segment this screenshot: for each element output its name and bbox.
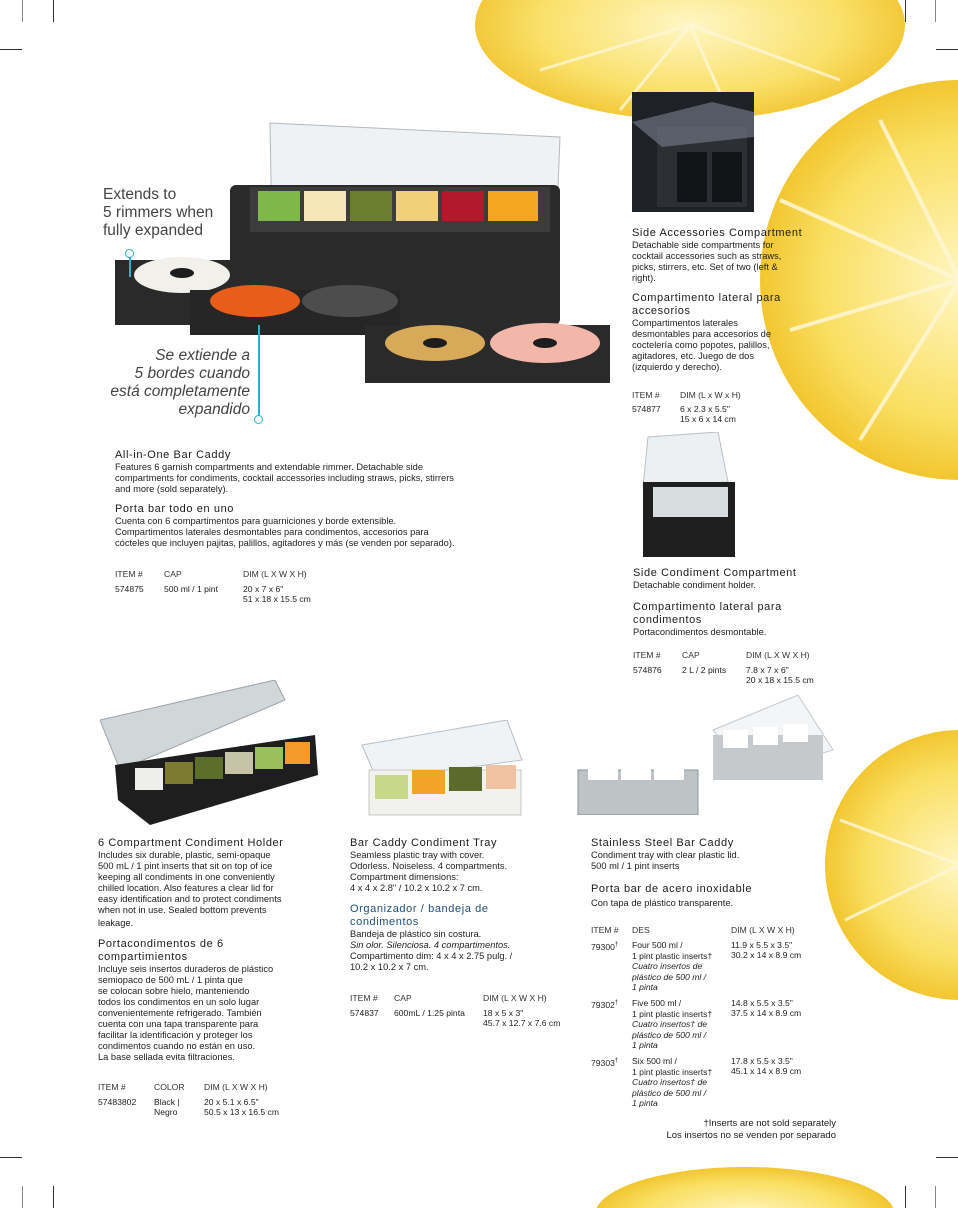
callout-line: 5 rimmers when — [103, 204, 214, 221]
callout-dot — [254, 415, 263, 424]
callout-dot — [125, 249, 134, 258]
desc-line: Compartimentos laterales — [632, 318, 738, 328]
des-line-es: Cuatro insertos† de — [632, 1019, 707, 1029]
callout-es — [60, 347, 250, 419]
col-header: ITEM # — [350, 993, 378, 1003]
des-line: Four 500 ml / — [632, 940, 683, 950]
col-header: ITEM # — [633, 650, 661, 660]
side-acc-title-es — [632, 292, 822, 318]
desc-line: Compartimento dim: 4 x 4 x 2.75 pulg. / — [350, 951, 513, 961]
desc-line: when not in use. Sealed bottom prevents — [98, 905, 267, 915]
caddy-section — [115, 449, 545, 549]
col-header: DIM (L X W X H) — [243, 569, 307, 579]
dimension-in: 11.9 x 5.5 x 3.5" — [731, 940, 793, 950]
desc-line: compartments for condiments, cocktail accessories including straws, picks, stirrers — [115, 473, 454, 483]
dimension-cm: 37.5 x 14 x 8.9 cm — [731, 1008, 802, 1018]
six-comp-title-es — [98, 938, 338, 964]
desc-line: and more (sold separately). — [115, 484, 229, 494]
desc-line: Compartment dimensions: — [350, 872, 459, 882]
desc-line: 500 ml / 1 pint inserts — [591, 861, 680, 871]
desc-line: right). — [632, 273, 656, 283]
tray-title-es — [350, 903, 570, 929]
des-line-es: plástico de 500 ml / — [632, 971, 707, 982]
item-number: 57483802 — [98, 1097, 137, 1107]
desc-line: leakage. — [98, 918, 134, 928]
six-comp-title-en: 6 Compartment Condiment Holder — [98, 837, 284, 849]
desc-line: 500 mL / 1 pint inserts that sit on top of ice — [98, 861, 273, 871]
callout-line: Se extiende a — [155, 347, 250, 364]
desc-line: Seamless plastic tray with cover. — [350, 850, 485, 860]
callout-line: expandido — [178, 401, 250, 418]
dagger-mark: † — [614, 1058, 619, 1064]
des-line-es: plástico de 500 ml / — [632, 1087, 707, 1098]
col-header: DIM (L X W X H) — [731, 925, 795, 935]
desc-line: coctelería como popotes, palillos, — [632, 340, 770, 350]
lemon-slice-bottom — [595, 1167, 895, 1208]
tray-image — [357, 720, 529, 820]
desc-line: Incluye seis insertos duraderos de plástico — [98, 964, 274, 974]
desc-line: cocktail accessories such as straws, — [632, 251, 782, 261]
desc-line: agitadores, etc. Juego de dos — [632, 351, 754, 361]
color: Negro — [154, 1107, 178, 1117]
tray-title-en: Bar Caddy Condiment Tray — [350, 837, 498, 849]
desc-line: picks, stirrers, etc. Set of two (left & — [632, 262, 778, 272]
title-line: accesorios — [632, 305, 691, 317]
dimension-cm: 45.7 x 12.7 x 7.6 cm — [483, 1018, 561, 1028]
stainless-image — [573, 695, 838, 815]
side-acc-section — [632, 227, 822, 373]
dagger-mark: † — [614, 942, 619, 948]
des-line-es: 1 pinta — [632, 982, 658, 992]
title-line: Compartimento lateral para — [633, 601, 782, 613]
des-line-es: Cuatro insertos† de — [632, 1077, 707, 1087]
caddy-desc-es — [115, 516, 545, 549]
col-header: CAP — [394, 993, 412, 1003]
description — [632, 1056, 730, 1109]
dimension-cm: 45.1 x 14 x 8.9 cm — [731, 1066, 802, 1076]
title-line: Organizador / bandeja de — [350, 903, 489, 915]
col-header: DIM (L X W X H) — [746, 650, 810, 660]
des-line-es: 1 pinta — [632, 1098, 658, 1108]
col-header: COLOR — [154, 1082, 185, 1092]
steel-desc-es: Con tapa de plástico transparente. — [591, 898, 734, 908]
desc-line: 10.2 x 10.2 x 7 cm. — [350, 962, 429, 972]
title-line: condimentos — [633, 614, 702, 626]
dimension-in: 20 x 7 x 6" — [243, 584, 284, 594]
desc-line: La base sellada evita filtraciones. — [98, 1052, 235, 1062]
desc-line: easy identification and to protect condiments — [98, 894, 282, 904]
description — [632, 998, 730, 1051]
col-header: DIM (L x W x H) — [680, 390, 741, 400]
side-accessories-image — [632, 92, 754, 212]
color: Black | — [154, 1097, 180, 1107]
footnote-en: †Inserts are not sold separately — [703, 1118, 836, 1129]
desc-line: Detachable side compartments for — [632, 240, 774, 250]
callout-en — [103, 186, 213, 240]
steel-title-en: Stainless Steel Bar Caddy — [591, 837, 734, 849]
dimension-in: 7.8 x 7 x 6" — [746, 665, 789, 675]
steel-title-es: Porta bar de acero inoxidable — [591, 883, 753, 895]
title-line: Compartimento lateral para — [632, 292, 781, 304]
item-number — [591, 998, 618, 1010]
desc-line: keeping all condiments in one conveniently — [98, 872, 275, 882]
caddy-title-es: Porta bar todo en uno — [115, 503, 235, 515]
dimension-in: 6 x 2.3 x 5.5" — [680, 404, 730, 414]
side-cond-section — [633, 567, 833, 638]
capacity: 2 L / 2 pints — [682, 665, 727, 675]
des-line: Six 500 ml / — [632, 1056, 677, 1066]
des-line-es: plástico de 500 ml / — [632, 1029, 707, 1040]
callout-leader — [258, 325, 260, 417]
dimension-cm: 50.5 x 13 x 16.5 cm — [204, 1107, 279, 1117]
steel-section — [591, 837, 821, 909]
six-comp-section — [98, 837, 338, 1063]
title-line: compartimientos — [98, 951, 188, 963]
des-line: 1 pint plastic inserts† — [632, 1008, 713, 1019]
desc-line: semiopaco de 500 mL / 1 pinta que — [98, 975, 243, 985]
col-header: ITEM # — [115, 569, 143, 579]
desc-line: cócteles que incluyen pajitas, palillos, agitadores y más (se venden por separado). — [115, 538, 455, 548]
desc-line: facilitar la identificación y proteger los — [98, 1030, 253, 1040]
desc-line: Bandeja de plástico sin costura. — [350, 929, 482, 939]
dimension-cm: 30.2 x 14 x 8.9 cm — [731, 950, 802, 960]
desc-line: Odorless. Noiseless. 4 compartments. — [350, 861, 508, 871]
description — [632, 940, 730, 993]
caddy-desc-en — [115, 462, 545, 495]
dimension-cm: 15 x 6 x 14 cm — [680, 414, 736, 424]
side-cond-desc-en: Detachable condiment holder. — [633, 580, 757, 590]
desc-line: Compartimentos laterales desmontables para condimentos, accesorios para — [115, 527, 429, 537]
des-line-es: Cuatro insertos de — [632, 961, 703, 971]
dimension-cm: 51 x 18 x 15.5 cm — [243, 594, 311, 604]
desc-line: chilled location. Also features a clear lid for — [98, 883, 274, 893]
desc-line: condimentos cuando no están en uso. — [98, 1041, 256, 1051]
title-line: Portacondimentos de 6 — [98, 938, 224, 950]
dimension-in: 18 x 5 x 3" — [483, 1008, 524, 1018]
col-header: DIM (L X W X H) — [204, 1082, 268, 1092]
side-cond-title-es — [633, 601, 833, 627]
side-condiment-image — [638, 432, 738, 560]
callout-line: 5 bordes cuando — [134, 365, 250, 382]
item-number — [591, 1056, 618, 1068]
callout-line: Extends to — [103, 186, 177, 203]
desc-line: se colocan sobre hielo, manteniendo — [98, 986, 250, 996]
col-header: ITEM # — [98, 1082, 126, 1092]
des-line: Five 500 ml / — [632, 998, 682, 1008]
des-line: 1 pint plastic inserts† — [632, 950, 713, 961]
dimension-in: 17.8 x 5.5 x 3.5" — [731, 1056, 793, 1066]
desc-line: desmontables para accesorios de — [632, 329, 772, 339]
desc-line: Cuenta con 6 compartimentos para guarniciones y borde extensible. — [115, 516, 397, 526]
dagger-mark: † — [614, 1000, 619, 1006]
footnote-es: Los insertos no se venden por separado — [666, 1130, 836, 1141]
six-compartment-image — [100, 680, 320, 830]
desc-line: 4 x 4 x 2.8" / 10.2 x 10.2 x 7 cm. — [350, 883, 483, 893]
footnote — [600, 1118, 836, 1142]
item-code: 79303 — [591, 1057, 615, 1068]
desc-line: convenientemente refrigerado. También — [98, 1008, 262, 1018]
dimension-in: 14.8 x 5.5 x 3.5" — [731, 998, 793, 1008]
item-number — [591, 940, 618, 952]
col-header: ITEM # — [591, 925, 619, 935]
dimension-in: 20 x 5.1 x 6.5" — [204, 1097, 259, 1107]
item-number: 574875 — [115, 584, 144, 594]
col-header: ITEM # — [632, 390, 660, 400]
item-code: 79302 — [591, 999, 615, 1010]
item-number: 574877 — [632, 404, 661, 414]
desc-line: Features 6 garnish compartments and extendable rimmer. Detachable side — [115, 462, 423, 472]
caddy-title-en: All-in-One Bar Caddy — [115, 449, 231, 461]
des-line-es: 1 pinta — [632, 1040, 658, 1050]
side-acc-title-en: Side Accessories Compartment — [632, 227, 803, 239]
col-header: DES — [632, 925, 650, 935]
desc-line: todos los condimentos en un solo lugar — [98, 997, 260, 1007]
desc-line: (izquierdo y derecho). — [632, 362, 722, 372]
des-line: 1 pint plastic inserts† — [632, 1066, 713, 1077]
lemon-slice-lower-right — [825, 730, 958, 1000]
callout-leader — [129, 255, 131, 277]
desc-line: cuenta con una tapa transparente para — [98, 1019, 259, 1029]
side-cond-title-en: Side Condiment Compartment — [633, 567, 797, 579]
callout-line: fully expanded — [103, 222, 203, 239]
dimension-cm: 20 x 18 x 15.5 cm — [746, 675, 814, 685]
side-cond-desc-es: Portacondimentos desmontable. — [633, 627, 767, 637]
col-header: DIM (L X W X H) — [483, 993, 547, 1003]
title-line: condimentos — [350, 916, 419, 928]
capacity: 500 ml / 1 pint — [164, 584, 218, 594]
desc-line: Includes six durable, plastic, semi-opaque — [98, 850, 271, 860]
col-header: CAP — [682, 650, 700, 660]
col-header: CAP — [164, 569, 182, 579]
callout-line: está completamente — [110, 383, 250, 400]
item-code: 79300 — [591, 941, 615, 952]
item-number: 574837 — [350, 1008, 379, 1018]
desc-line: Sin olor. Silenciosa. 4 compartimentos. — [350, 940, 511, 950]
tray-section — [350, 837, 570, 973]
desc-line: Condiment tray with clear plastic lid. — [591, 850, 740, 860]
item-number: 574876 — [633, 665, 662, 675]
capacity: 600mL / 1.25 pinta — [394, 1008, 465, 1018]
